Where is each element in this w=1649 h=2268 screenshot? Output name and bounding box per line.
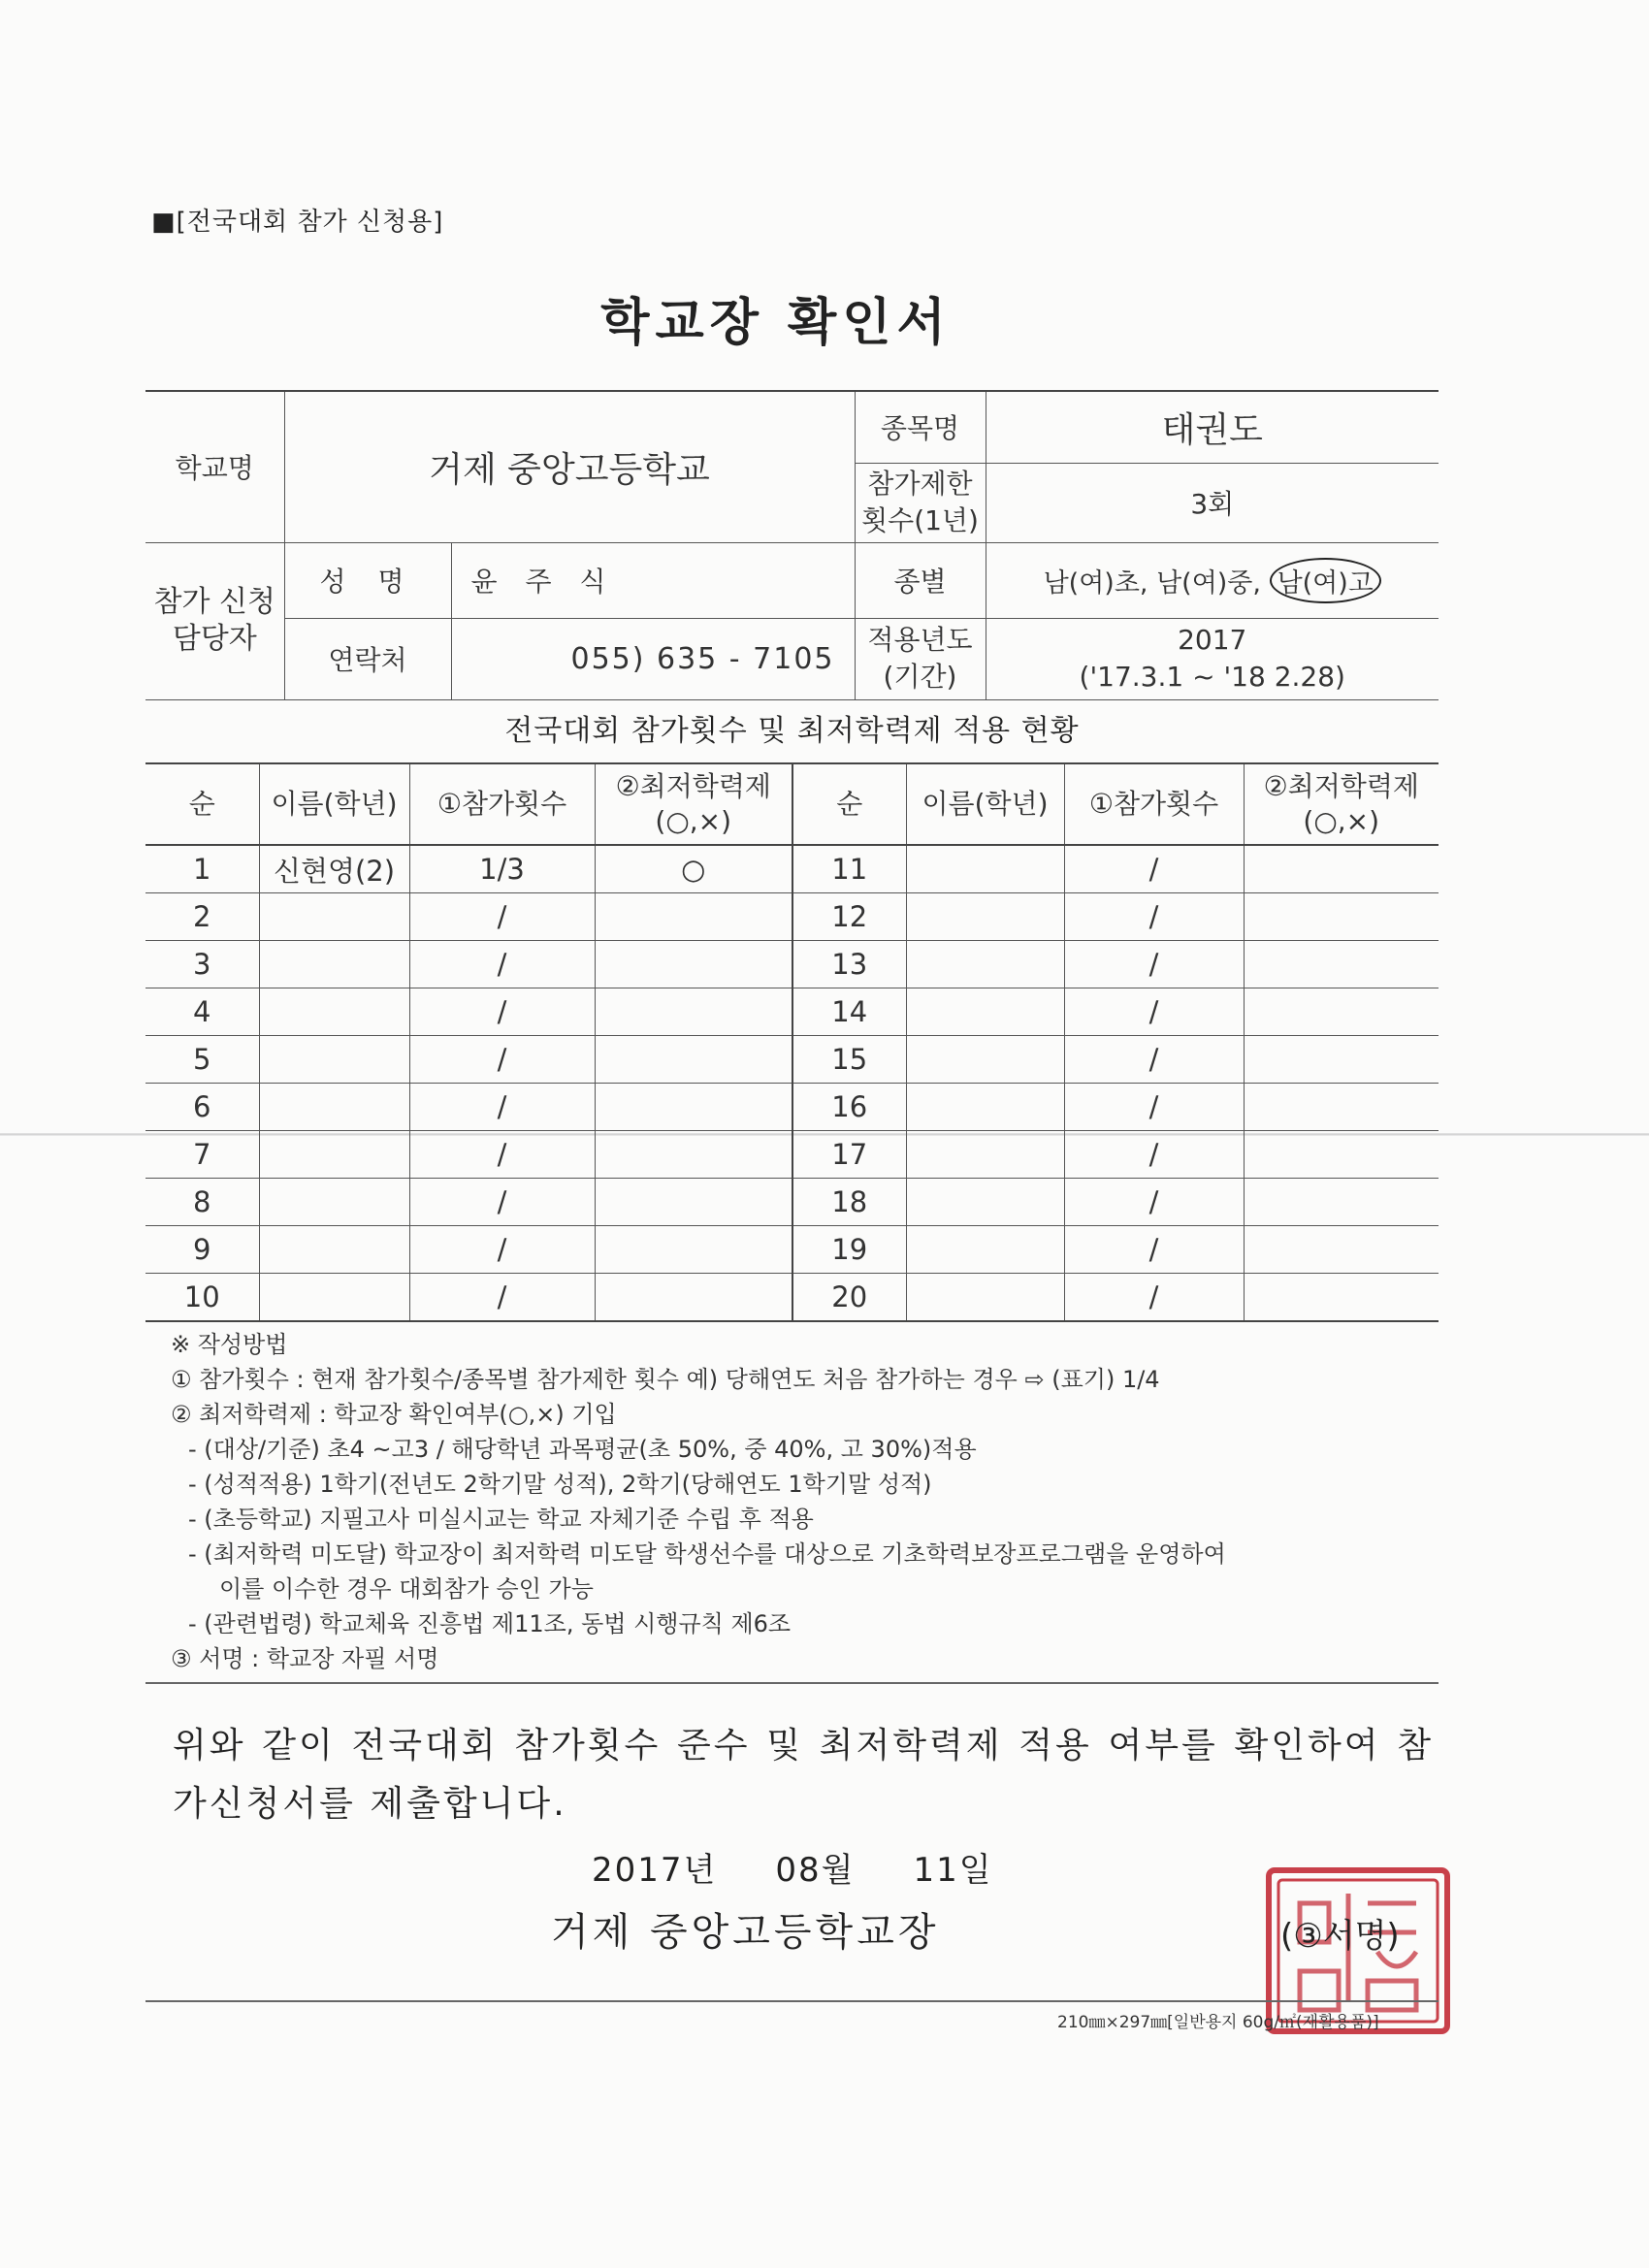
- row-name: [259, 1131, 409, 1179]
- row-min-academic: [1244, 941, 1439, 988]
- row-min-academic: [595, 941, 792, 988]
- row-name: [259, 941, 409, 988]
- table-row: [146, 845, 1439, 893]
- date-year: 2017년: [592, 1851, 718, 1890]
- date-day: 11일: [913, 1851, 993, 1890]
- row-min-academic: [595, 1084, 792, 1131]
- row-min-academic: ○: [595, 845, 792, 893]
- row-count: /: [1064, 1131, 1244, 1179]
- row-name: [906, 988, 1064, 1036]
- row-min-academic: [595, 1179, 792, 1226]
- row-no: 3: [146, 941, 259, 988]
- row-count: /: [1064, 1226, 1244, 1274]
- status-table: [146, 762, 1439, 1322]
- row-name: [906, 1274, 1064, 1322]
- table-row: [146, 1179, 1439, 1226]
- row-no: 6: [146, 1084, 259, 1131]
- limit-value: 3회: [986, 463, 1439, 542]
- row-name: [259, 1226, 409, 1274]
- row-min-academic: [1244, 1274, 1439, 1322]
- limit-label: 참가제한 횟수(1년): [855, 463, 986, 542]
- confirmation-text: 위와 같이 전국대회 참가횟수 준수 및 최저학력제 적용 여부를 확인하여 참가신청서를 제출합니다.: [173, 1726, 1434, 1824]
- row-name: [906, 1084, 1064, 1131]
- row-count: /: [1064, 988, 1244, 1036]
- signature-label: (③서명): [1280, 1917, 1400, 1956]
- row-no: 15: [792, 1036, 906, 1084]
- row-count: /: [1064, 1274, 1244, 1322]
- table-row: [146, 1084, 1439, 1131]
- row-no: 2: [146, 893, 259, 941]
- principal-name: 거제 중앙고등학교장: [551, 1910, 940, 1955]
- header-min-left: ②최저학력제 (○,×): [595, 763, 792, 845]
- row-count: /: [409, 941, 595, 988]
- notes-item-2: ② 최저학력제 : 학교장 확인여부(○,×) 기입: [171, 1401, 617, 1428]
- year-value: 2017: [1178, 624, 1247, 656]
- confirmation-date: [592, 1843, 1051, 1891]
- row-no: 10: [146, 1274, 259, 1322]
- row-min-academic: [595, 1274, 792, 1322]
- header-count-right: ①참가횟수: [1064, 763, 1244, 845]
- row-no: 11: [792, 845, 906, 893]
- row-min-academic: [595, 1036, 792, 1084]
- status-title: 전국대회 참가횟수 및 최저학력제 적용 현황: [504, 714, 1080, 748]
- notes-sub-3: - (초등학교) 지필고사 미실시교는 학교 자체기준 수립 후 적용: [188, 1506, 814, 1533]
- year-cell: [986, 618, 1439, 699]
- header-name-right: 이름(학년): [906, 763, 1064, 845]
- event-value: 태권도: [986, 391, 1439, 463]
- row-no: 19: [792, 1226, 906, 1274]
- row-no: 4: [146, 988, 259, 1036]
- row-count: /: [409, 1179, 595, 1226]
- row-no: 9: [146, 1226, 259, 1274]
- table-row: [146, 1274, 1439, 1322]
- row-name: [259, 988, 409, 1036]
- row-name: [906, 1226, 1064, 1274]
- contact-label: 연락처: [284, 618, 451, 699]
- notes-sub-1: - (대상/기준) 초4 ~고3 / 해당학년 과목평균(초 50%, 중 40%, 고 30%)적용: [188, 1436, 977, 1463]
- notes-sub-2: - (성적적용) 1학기(전년도 2학기말 성적), 2학기(당해연도 1학기말 성적): [188, 1471, 932, 1498]
- row-no: 8: [146, 1179, 259, 1226]
- notes-item-3: ③ 서명 : 학교장 자필 서명: [171, 1645, 439, 1672]
- row-min-academic: [1244, 893, 1439, 941]
- info-table: [146, 390, 1439, 700]
- row-min-academic: [1244, 1036, 1439, 1084]
- row-count: /: [409, 1084, 595, 1131]
- row-name: [906, 1036, 1064, 1084]
- category-label: 종별: [855, 542, 986, 618]
- category-value-prefix: 남(여)초, 남(여)중,: [1043, 567, 1270, 599]
- header-min-right: ②최저학력제 (○,×): [1244, 763, 1439, 845]
- table-row: [146, 941, 1439, 988]
- notes-sub-4-cont: 이를 이수한 경우 대회참가 승인 가능: [219, 1575, 594, 1603]
- row-count: /: [409, 1036, 595, 1084]
- notes: [171, 1327, 1441, 1676]
- year-period: ('17.3.1 ~ '18 2.28): [1079, 661, 1345, 693]
- row-name: [259, 1179, 409, 1226]
- table-row: [146, 893, 1439, 941]
- row-count: /: [409, 893, 595, 941]
- row-min-academic: [595, 1131, 792, 1179]
- table-row: [146, 1036, 1439, 1084]
- row-name: [259, 1274, 409, 1322]
- table-row: [146, 1226, 1439, 1274]
- row-min-academic: [1244, 1084, 1439, 1131]
- row-min-academic: [1244, 988, 1439, 1036]
- row-count: /: [1064, 941, 1244, 988]
- row-name: [259, 1036, 409, 1084]
- header-count-left: ①참가횟수: [409, 763, 595, 845]
- row-no: 16: [792, 1084, 906, 1131]
- paper-spec: 210㎜×297㎜[일반용지 60g/㎡(재활용품)]: [1057, 2013, 1379, 2032]
- name-label: 성 명: [284, 542, 451, 618]
- row-min-academic: [1244, 845, 1439, 893]
- row-name: 신현영(2): [259, 845, 409, 893]
- row-min-academic: [1244, 1179, 1439, 1226]
- row-no: 20: [792, 1274, 906, 1322]
- row-name: [259, 1084, 409, 1131]
- notes-heading: ※ 작성방법: [171, 1331, 288, 1358]
- notes-item-1: ① 참가횟수 : 현재 참가횟수/종목별 참가제한 횟수 예) 당해연도 처음 참가하는 경우 ⇨ (표기) 1/4: [171, 1366, 1160, 1393]
- school-label: 학교명: [146, 391, 284, 542]
- event-label: 종목명: [855, 391, 986, 463]
- row-no: 1: [146, 845, 259, 893]
- row-min-academic: [1244, 1131, 1439, 1179]
- row-name: [906, 941, 1064, 988]
- row-name: [906, 1131, 1064, 1179]
- table-row: [146, 988, 1439, 1036]
- row-no: 7: [146, 1131, 259, 1179]
- school-name: 거제 중앙고등학교: [284, 391, 855, 542]
- applicant-label: 참가 신청 담당자: [146, 542, 284, 699]
- row-name: [906, 845, 1064, 893]
- header-label: ■[전국대회 참가 신청용]: [151, 208, 444, 237]
- row-count: /: [1064, 1084, 1244, 1131]
- contact-value: 055) 635 - 7105: [451, 618, 855, 699]
- row-count: /: [409, 1226, 595, 1274]
- row-no: 14: [792, 988, 906, 1036]
- row-count: /: [1064, 845, 1244, 893]
- year-label: 적용년도 (기간): [855, 618, 986, 699]
- row-no: 13: [792, 941, 906, 988]
- row-min-academic: [595, 988, 792, 1036]
- row-count: /: [1064, 893, 1244, 941]
- row-count: /: [409, 988, 595, 1036]
- notes-sub-4: - (최저학력 미도달) 학교장이 최저학력 미도달 학생선수를 대상으로 기초학력보장프로그램을 운영하여: [188, 1540, 1226, 1568]
- header-name-left: 이름(학년): [259, 763, 409, 845]
- notes-sub-5: - (관련법령) 학교체육 진흥법 제11조, 동법 시행규칙 제6조: [188, 1610, 792, 1637]
- row-count: /: [1064, 1036, 1244, 1084]
- date-month: 08월: [775, 1851, 856, 1890]
- table-row: [146, 1131, 1439, 1179]
- row-min-academic: [1244, 1226, 1439, 1274]
- header-no-right: 순: [792, 763, 906, 845]
- document-title: 학교장 확인서: [600, 294, 952, 352]
- row-min-academic: [595, 1226, 792, 1274]
- row-name: [906, 1179, 1064, 1226]
- header-no-left: 순: [146, 763, 259, 845]
- divider-top: [146, 1682, 1439, 1684]
- row-count: /: [1064, 1179, 1244, 1226]
- row-name: [259, 893, 409, 941]
- row-no: 12: [792, 893, 906, 941]
- row-min-academic: [595, 893, 792, 941]
- row-count: /: [409, 1131, 595, 1179]
- category-value: [986, 542, 1439, 618]
- row-count: /: [409, 1274, 595, 1322]
- row-name: [906, 893, 1064, 941]
- name-value: 윤 주 식: [451, 542, 855, 618]
- row-count: 1/3: [409, 845, 595, 893]
- row-no: 18: [792, 1179, 906, 1226]
- divider-bottom: [146, 2000, 1439, 2002]
- row-no: 5: [146, 1036, 259, 1084]
- row-no: 17: [792, 1131, 906, 1179]
- category-circled: 남(여)고: [1270, 558, 1381, 603]
